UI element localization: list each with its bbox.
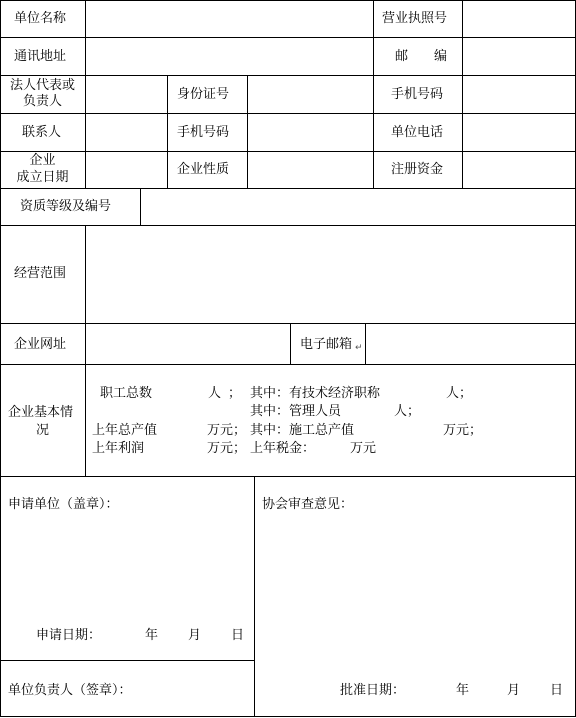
label-last-year-profit: 上年利润 — [92, 441, 145, 456]
table-rule — [0, 660, 254, 661]
label-year: 年 — [145, 628, 159, 643]
label-postcode: 邮 编 — [395, 49, 448, 64]
label-basic-info-2: 况 — [36, 423, 50, 438]
table-rule — [0, 716, 576, 717]
table-rule — [462, 0, 463, 188]
unit-wan-yuan: 万元； — [207, 441, 247, 456]
label-mobile-2: 手机号码 — [177, 125, 230, 140]
label-last-year-tax: 上年税金： — [250, 441, 316, 456]
table-rule — [0, 37, 576, 38]
separator-semicolon: ； — [228, 386, 242, 401]
table-rule — [0, 75, 576, 76]
table-rule — [0, 476, 576, 477]
unit-person: 人； — [394, 404, 421, 419]
label-apply-date: 申请日期： — [36, 628, 102, 643]
label-unit-phone: 单位电话 — [391, 125, 444, 140]
table-rule — [0, 188, 576, 189]
table-rule — [0, 225, 576, 226]
label-id-number: 身份证号 — [177, 87, 230, 102]
label-unit-head-sign: 单位负责人（签章）： — [8, 683, 132, 698]
unit-wan-yuan: 万元； — [443, 423, 483, 438]
label-tech-staff: 其中：有技术经济职称 — [250, 386, 381, 401]
table-rule — [85, 225, 86, 476]
unit-wan-yuan: 万元 — [350, 441, 377, 456]
label-association-opinion: 协会审查意见： — [262, 497, 354, 512]
label-approve-date: 批准日期： — [340, 683, 406, 698]
label-day: 日 — [231, 628, 245, 643]
table-rule — [0, 151, 576, 152]
label-month: 月 — [188, 628, 202, 643]
table-rule — [254, 476, 255, 717]
unit-person: 人； — [446, 386, 473, 401]
table-rule — [373, 0, 374, 188]
label-enterprise-type: 企业性质 — [177, 162, 230, 177]
label-email: 电子邮箱 — [300, 337, 353, 352]
label-applicant-seal: 申请单位（盖章）： — [8, 497, 119, 512]
label-day: 日 — [550, 683, 564, 698]
label-basic-info: 企业基本情 — [8, 405, 74, 420]
label-founded-date: 企业 — [29, 153, 56, 168]
label-month: 月 — [507, 683, 521, 698]
label-website: 企业网址 — [14, 337, 67, 352]
table-rule — [0, 113, 576, 114]
label-contact: 联系人 — [22, 125, 62, 140]
label-business-license-no: 营业执照号 — [382, 11, 448, 26]
label-last-year-output: 上年总产值 — [92, 423, 158, 438]
unit-wan-yuan: 万元； — [207, 423, 247, 438]
table-rule — [0, 323, 576, 324]
label-qualification: 资质等级及编号 — [20, 199, 112, 214]
label-management-staff: 其中：管理人员 — [250, 404, 342, 419]
unit-person: 人 — [208, 386, 222, 401]
table-rule — [0, 364, 576, 365]
table-rule — [85, 0, 86, 188]
label-address: 通讯地址 — [14, 49, 67, 64]
table-rule — [0, 0, 576, 1]
label-founded-date-2: 成立日期 — [16, 170, 69, 185]
label-staff-total: 职工总数 — [100, 386, 153, 401]
paragraph-mark: ↵ — [355, 343, 363, 353]
table-rule — [247, 75, 248, 188]
table-rule — [365, 323, 366, 364]
table-rule — [140, 188, 141, 225]
label-legal-representative-2: 负责人 — [22, 94, 62, 109]
label-registered-capital: 注册资金 — [391, 162, 444, 177]
table-rule — [167, 75, 168, 188]
label-mobile-1: 手机号码 — [391, 87, 444, 102]
table-rule — [290, 323, 291, 364]
label-year: 年 — [456, 683, 470, 698]
label-construction-output: 其中：施工总产值 — [250, 423, 355, 438]
label-legal-representative: 法人代表或 — [9, 78, 75, 93]
label-unit-name: 单位名称 — [14, 11, 67, 26]
label-business-scope: 经营范围 — [14, 266, 67, 281]
